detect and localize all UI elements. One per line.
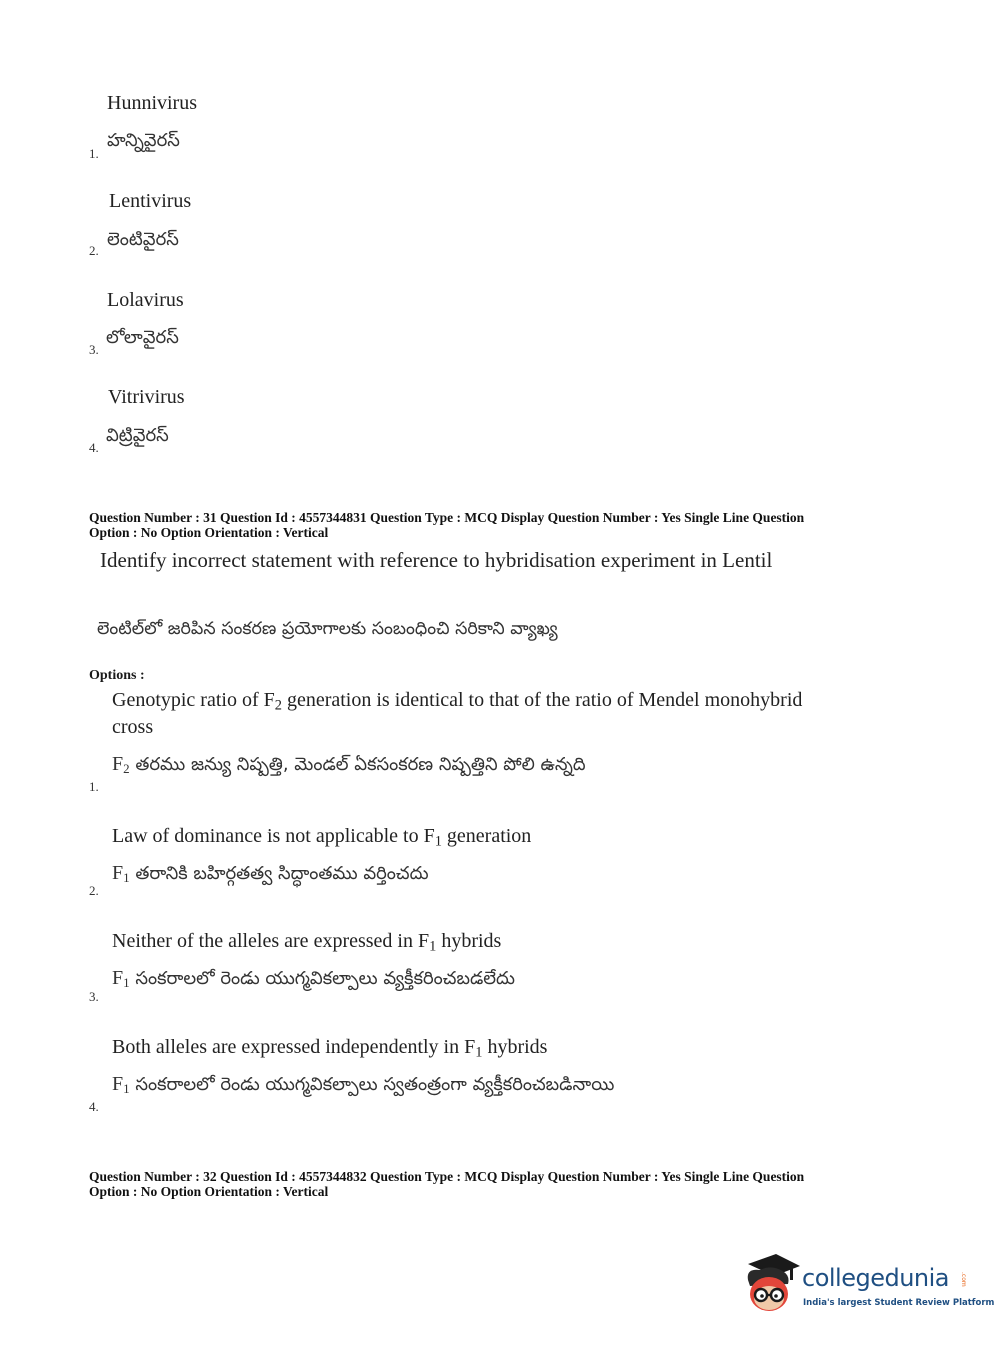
q31-option-3-number: 3. — [89, 989, 99, 1004]
prev-option-2-telugu: లెంటివైరస్ — [107, 229, 179, 250]
q31-option-3-telugu: $F_1$ సంకరాలలో రెండు యుగ్మవికల్పాలు వ్యక్తీకరించబడలేదు — [112, 967, 515, 991]
collegedunia-logo[interactable] — [742, 1250, 995, 1316]
mascot-icon — [742, 1250, 802, 1316]
prev-option-2-number: 2. — [89, 243, 99, 258]
prev-option-2-english: Lentivirus — [109, 190, 192, 212]
question-32-meta-line1: Question Number : 32 Question Id : 4557344832 Question Type : MCQ Display Question Number : Yes Single Line Question — [89, 1169, 805, 1184]
question-31-text-telugu: లెంటిల్‌లో జరిపిన సంకరణ ప్రయోగాలకు సంబంధించి సరికాని వ్యాఖ్య — [97, 619, 558, 639]
question-31-meta-line1: Question Number : 31 Question Id : 4557344831 Question Type : MCQ Display Question Number : Yes Single Line Question — [89, 510, 805, 525]
q31-option-3-english: Neither of the alleles are expressed in $F_1$ hybrids — [112, 930, 502, 955]
q31-option-2-english: Law of dominance is not applicable to $F_1$ generation — [112, 825, 532, 850]
prev-option-1-english: Hunnivirus — [107, 92, 197, 114]
q31-option-1-number: 1. — [89, 779, 99, 794]
question-31-meta — [89, 510, 929, 540]
q31-option-1-english-line2: cross — [112, 716, 154, 738]
logo-tagline: India's largest Student Review Platform — [803, 1298, 995, 1308]
logo-wordmark: collegedunia — [802, 1264, 950, 1292]
q31-option-1-telugu: $F_2$ తరము జన్యు నిష్పత్తి, మెండల్ ఏకసంకరణ నిష్పత్తిని పోలి ఉన్నది — [112, 753, 586, 777]
question-32-meta — [89, 1169, 929, 1199]
q31-option-4-number: 4. — [89, 1099, 99, 1114]
prev-option-1-telugu: హన్నివైరస్ — [107, 130, 180, 151]
prev-option-4-telugu: విట్రివైరస్ — [106, 425, 169, 446]
question-31-meta-line2: Option : No Option Orientation : Vertical — [89, 525, 329, 540]
question-31-text-english: Identify incorrect statement with reference to hybridisation experiment in Lentil — [100, 548, 773, 572]
options-label: Options : — [89, 668, 145, 683]
prev-option-3-telugu: లోలావైరస్ — [106, 327, 179, 348]
prev-option-1-number: 1. — [89, 146, 99, 161]
q31-option-2-telugu: $F_1$ తరానికి బహిర్గతత్వ సిద్ధాంతము వర్తించదు — [112, 862, 429, 886]
q31-option-4-telugu: $F_1$ సంకరాలలో రెండు యుగ్మవికల్పాలు స్వతంత్రంగా వ్యక్తీకరించబడినాయి — [112, 1073, 615, 1097]
question-32-meta-line2: Option : No Option Orientation : Vertical — [89, 1184, 329, 1199]
prev-option-4-english: Vitrivirus — [108, 386, 185, 408]
q31-option-4-english: Both alleles are expressed independently in $F_1$ hybrids — [112, 1036, 548, 1061]
prev-option-4-number: 4. — [89, 440, 99, 455]
logo-suffix: .com — [960, 1272, 967, 1287]
prev-option-3-english: Lolavirus — [107, 289, 184, 311]
prev-option-3-number: 3. — [89, 342, 99, 357]
q31-option-1-english-line1: Genotypic ratio of $F_2$ generation is identical to that of the ratio of Mendel monohybrid — [112, 689, 803, 714]
q31-option-2-number: 2. — [89, 883, 99, 898]
